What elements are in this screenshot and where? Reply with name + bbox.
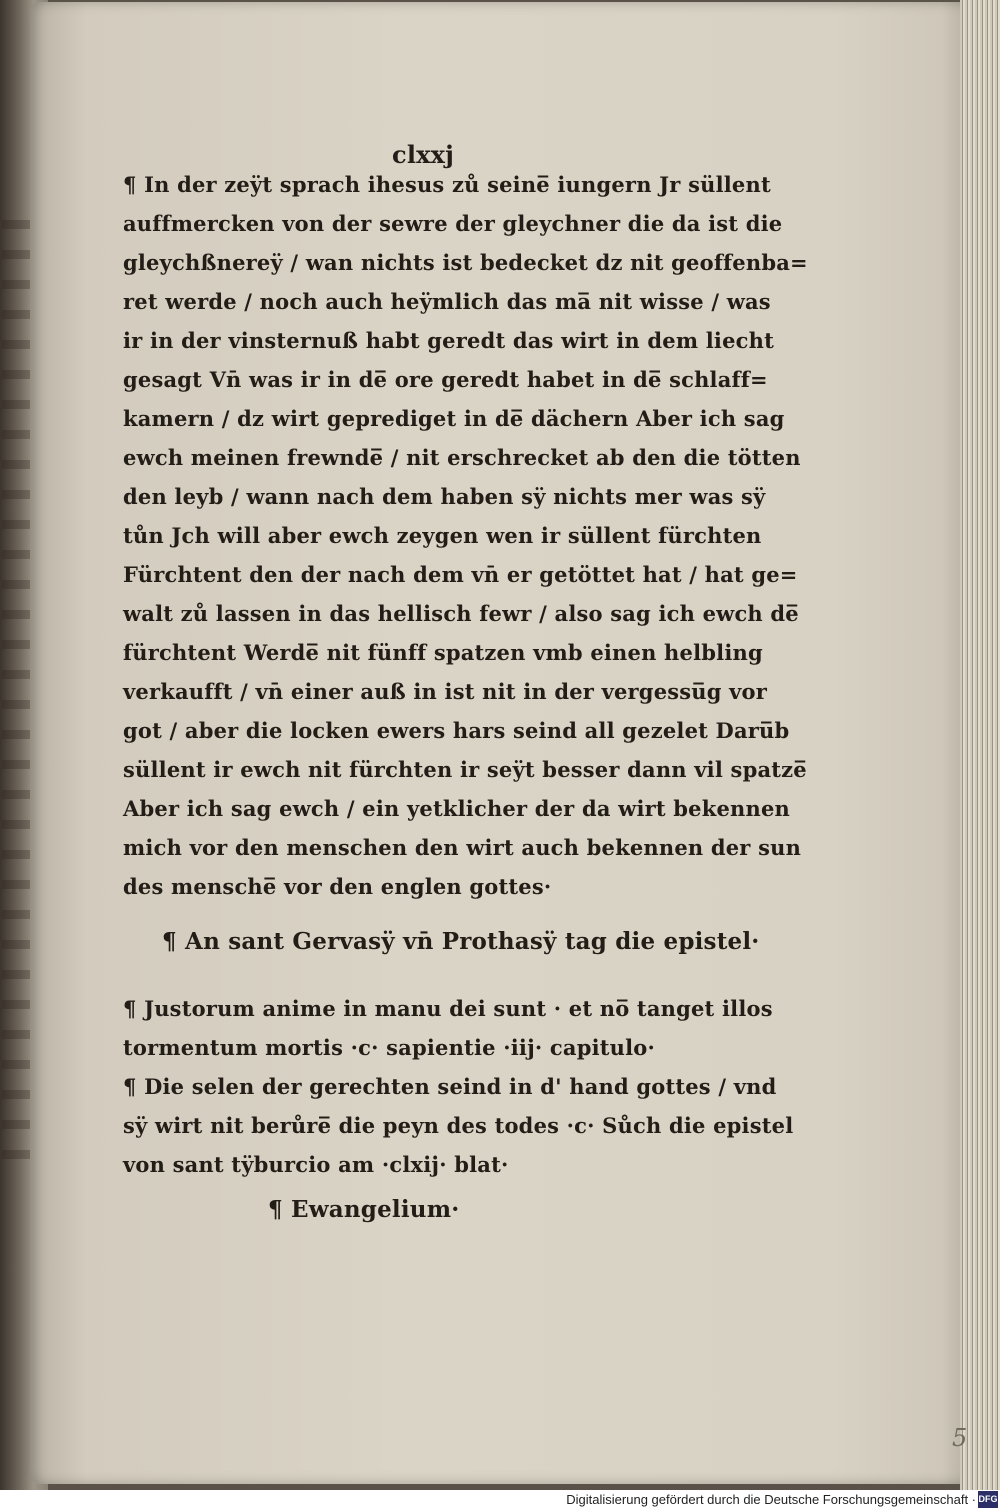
gospel-line-11: Fürchtent den der nach dem vn̄ er getöttet hat / hat ge=: [123, 562, 798, 587]
epistle-line-1: ¶ Justorum anime in manu dei sunt · et no̅ tanget illos: [123, 996, 773, 1021]
section-heading: ¶ An sant Gervasÿ vn̄ Prothasÿ tag die epistel·: [162, 928, 760, 955]
gospel-line-3: gleychßnereÿ / wan nichts ist bedecket dz nit geoffenba=: [123, 250, 808, 275]
dfg-logo: DFG: [978, 1491, 998, 1508]
epistle-line-5: von sant tÿburcio am ·clxij· blat·: [123, 1152, 509, 1177]
gospel-line-2: auffmercken von der sewre der gleychner die da ist die: [123, 211, 783, 236]
gospel-line-9: den leyb / wann nach dem haben sÿ nichts mer was sÿ: [123, 484, 766, 509]
gospel-line-4: ret werde / noch auch heÿmlich das ma̅ nit wisse / was: [123, 289, 771, 314]
gospel-line-15: got / aber die locken ewers hars seind all gezelet Daru̅b: [123, 718, 790, 743]
folio-number: clxxj: [392, 140, 455, 169]
epistle-line-3: ¶ Die selen der gerechten seind in d' hand gottes / vnd: [123, 1074, 777, 1099]
gospel-line-8: ewch meinen frewnde̅ / nit erschrecket ab den die tötten: [123, 445, 801, 470]
gospel-line-17: Aber ich sag ewch / ein yetklicher der da wirt bekennen: [123, 796, 791, 821]
footer-bar: [0, 1490, 1000, 1510]
pencil-mark: 5: [952, 1424, 968, 1452]
gospel-line-14: verkaufft / vn̄ einer auß in ist nit in der vergessu̅g vor: [123, 679, 768, 704]
gospel-line-7: kamern / dz wirt geprediget in de̅ dächern Aber ich sag: [123, 406, 785, 431]
epistle-line-2: tormentum mortis ·c· sapientie ·iij· capitulo·: [123, 1035, 656, 1060]
gospel-line-5: ir in der vinsternuß habt geredt das wirt in dem liecht: [123, 328, 775, 353]
gospel-line-1: ¶ In der zeÿt sprach ihesus zů seine̅ iungern Jr süllent: [123, 172, 771, 197]
page-stack-edge: [960, 0, 1000, 1490]
gospel-line-19: des mensche̅ vor den englen gottes·: [123, 874, 552, 899]
gospel-line-16: süllent ir ewch nit fürchten ir seÿt besser dann vil spatze̅: [123, 757, 807, 782]
gospel-line-18: mich vor den menschen den wirt auch bekennen der sun: [123, 835, 802, 860]
epistle-line-4: sÿ wirt nit berůre̅ die peyn des todes ·c· Sůch die epistel: [123, 1113, 794, 1138]
gospel-line-12: walt zů lassen in das hellisch fewr / also sag ich ewch de̅: [123, 601, 799, 626]
gospel-line-13: fürchtent Werde̅ nit fünff spatzen vmb einen helbling: [123, 640, 763, 665]
footer-credit: Digitalisierung gefördert durch die Deutsche Forschungsgemeinschaft ·: [566, 1492, 976, 1507]
subheading-evangelium: ¶ Ewangelium·: [268, 1196, 460, 1223]
gospel-line-6: gesagt Vn̄ was ir in de̅ ore geredt habet in de̅ schlaff=: [123, 367, 768, 392]
gospel-line-10: tůn Jch will aber ewch zeygen wen ir süllent fürchten: [123, 523, 762, 548]
